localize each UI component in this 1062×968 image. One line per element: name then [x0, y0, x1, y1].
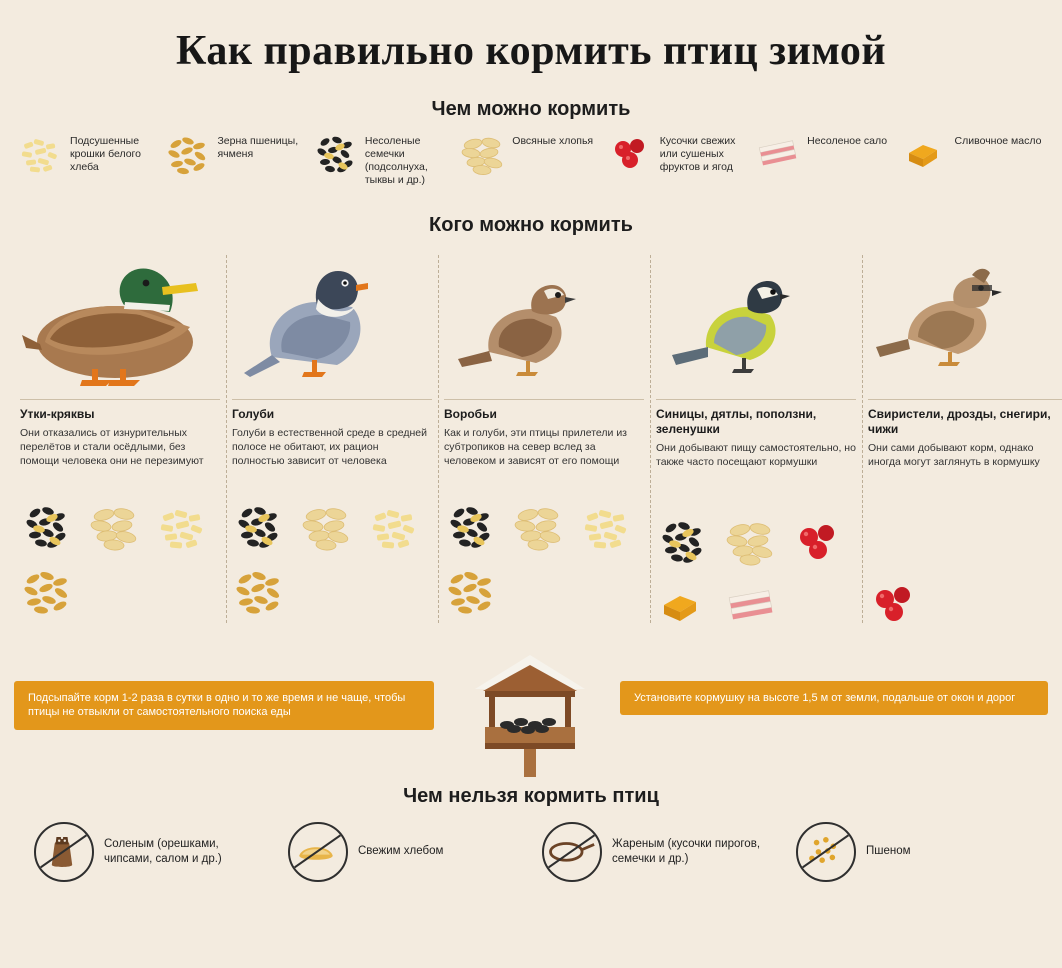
oat-flakes-icon [88, 500, 142, 554]
forbidden-label: Свежим хлебом [358, 845, 444, 858]
lard-icon [724, 579, 778, 633]
bird-card-titmouse [650, 247, 862, 633]
seeds-icon [313, 131, 359, 177]
bird-description: Они сами добывают корм, однако иногда могут заглянуть в кормушку [868, 441, 1040, 468]
food-label: Несоленые семечки (подсолнуха, тыквы и др.) [364, 135, 428, 187]
food-item [755, 131, 896, 177]
food-label: Подсушенные крошки белого хлеба [70, 135, 141, 174]
fresh-bread-icon [288, 822, 348, 882]
bird-name: Синицы, дятлы, поползни, зеленушки [656, 399, 856, 437]
butter-icon [656, 579, 710, 633]
seeds-icon [20, 500, 74, 554]
forbidden-label: Пшеном [866, 845, 911, 858]
food-item [18, 131, 159, 177]
bird-card-waxwing [862, 247, 1062, 633]
wheat-grains-icon [444, 564, 498, 618]
forbidden-item [34, 822, 266, 882]
berries-icon [868, 577, 922, 631]
forbidden-item [796, 822, 1028, 882]
section-title-cannot-feed: Чем нельзя кормить птиц [403, 784, 659, 807]
bread-crumbs-icon [368, 500, 422, 554]
bird-name: Воробьи [444, 399, 644, 422]
food-label: Кусочки свежих или сушеных фруктов и ягод [659, 135, 736, 174]
bird-description: Они добывают пищу самостоятельно, но также часто посещают кормушки [656, 441, 856, 468]
forbidden-label: Соленым (орешками, чипсами, салом и др.) [104, 837, 222, 865]
tips-section [0, 649, 1062, 759]
sparrow-icon [444, 247, 644, 399]
oat-flakes-icon [300, 500, 354, 554]
food-item [903, 131, 1044, 177]
bird-card-sparrow [438, 247, 650, 633]
bird-food-list [20, 500, 220, 618]
bird-description: Голуби в естественной среде в средней полосе не обитают, их рацион полностью зависит от человека [232, 426, 427, 467]
millet-icon [796, 822, 856, 882]
forbidden-item [542, 822, 774, 882]
bird-description: Они отказались от изнурительных перелётов и стали осёдлыми, без помощи человека они не перезимуют [20, 426, 204, 467]
mallard-duck-icon [20, 247, 220, 399]
bird-name: Свиристели, дрозды, снегири, чижи [868, 399, 1062, 437]
seeds-icon [232, 500, 286, 554]
forbidden-list [0, 822, 1062, 882]
bird-name: Голуби [232, 399, 432, 422]
food-label: Зерна пшеницы, ячменя [217, 135, 299, 161]
section-title-can-feed: Чем можно кормить [431, 98, 631, 120]
bird-feeder-icon [455, 649, 605, 779]
bird-food-list [656, 515, 856, 633]
lard-icon [755, 131, 801, 177]
bird-name: Утки-кряквы [20, 399, 220, 422]
wheat-grains-icon [232, 564, 286, 618]
food-label: Сливочное масло [954, 135, 1042, 147]
food-label: Овсяные хлопья [512, 135, 594, 147]
forbidden-item [288, 822, 520, 882]
bird-card-duck [14, 247, 226, 633]
bird-food-list [444, 500, 644, 618]
food-item [460, 131, 601, 177]
oat-flakes-icon [460, 131, 506, 177]
bread-crumbs-icon [580, 500, 634, 554]
berries-icon [792, 515, 846, 569]
berries-icon [608, 131, 654, 177]
tip-feeder-placement: Установите кормушку на высоте 1,5 м от земли, подальше от окон и дорог [620, 681, 1048, 716]
titmouse-icon [656, 247, 856, 399]
butter-icon [903, 131, 949, 177]
food-label: Несоленое сало [807, 135, 888, 147]
bird-description: Как и голуби, эти птицы прилетели из субтропиков на север вслед за человеком и зависят от его помощи [444, 426, 628, 467]
bread-crumbs-icon [18, 131, 64, 177]
food-item [165, 131, 306, 177]
seeds-icon [656, 515, 710, 569]
oat-flakes-icon [724, 515, 778, 569]
food-item [608, 131, 749, 177]
birds-list [0, 247, 1062, 633]
tip-feeding-schedule: Подсыпайте корм 1-2 раза в сутки в одно и то же время и не чаще, чтобы птицы не отвыкли от самостоятельного поиска еды [14, 681, 434, 731]
bird-food-list [868, 577, 1062, 631]
forbidden-label: Жареным (кусочки пирогов, семечки и др.) [612, 837, 761, 865]
seeds-icon [444, 500, 498, 554]
page-title: Как правильно кормить птиц зимой [175, 28, 887, 74]
salt-shaker-icon [34, 822, 94, 882]
wheat-grains-icon [165, 131, 211, 177]
bread-crumbs-icon [156, 500, 210, 554]
bird-card-pigeon [226, 247, 438, 633]
oat-flakes-icon [512, 500, 566, 554]
food-list [0, 131, 1062, 188]
waxwing-icon [868, 247, 1062, 399]
food-item [313, 131, 454, 188]
wheat-grains-icon [20, 564, 74, 618]
bird-food-list [232, 500, 432, 618]
section-title-whom-feed: Кого можно кормить [429, 213, 633, 236]
pigeon-icon [232, 247, 432, 399]
frying-pan-icon [542, 822, 602, 882]
